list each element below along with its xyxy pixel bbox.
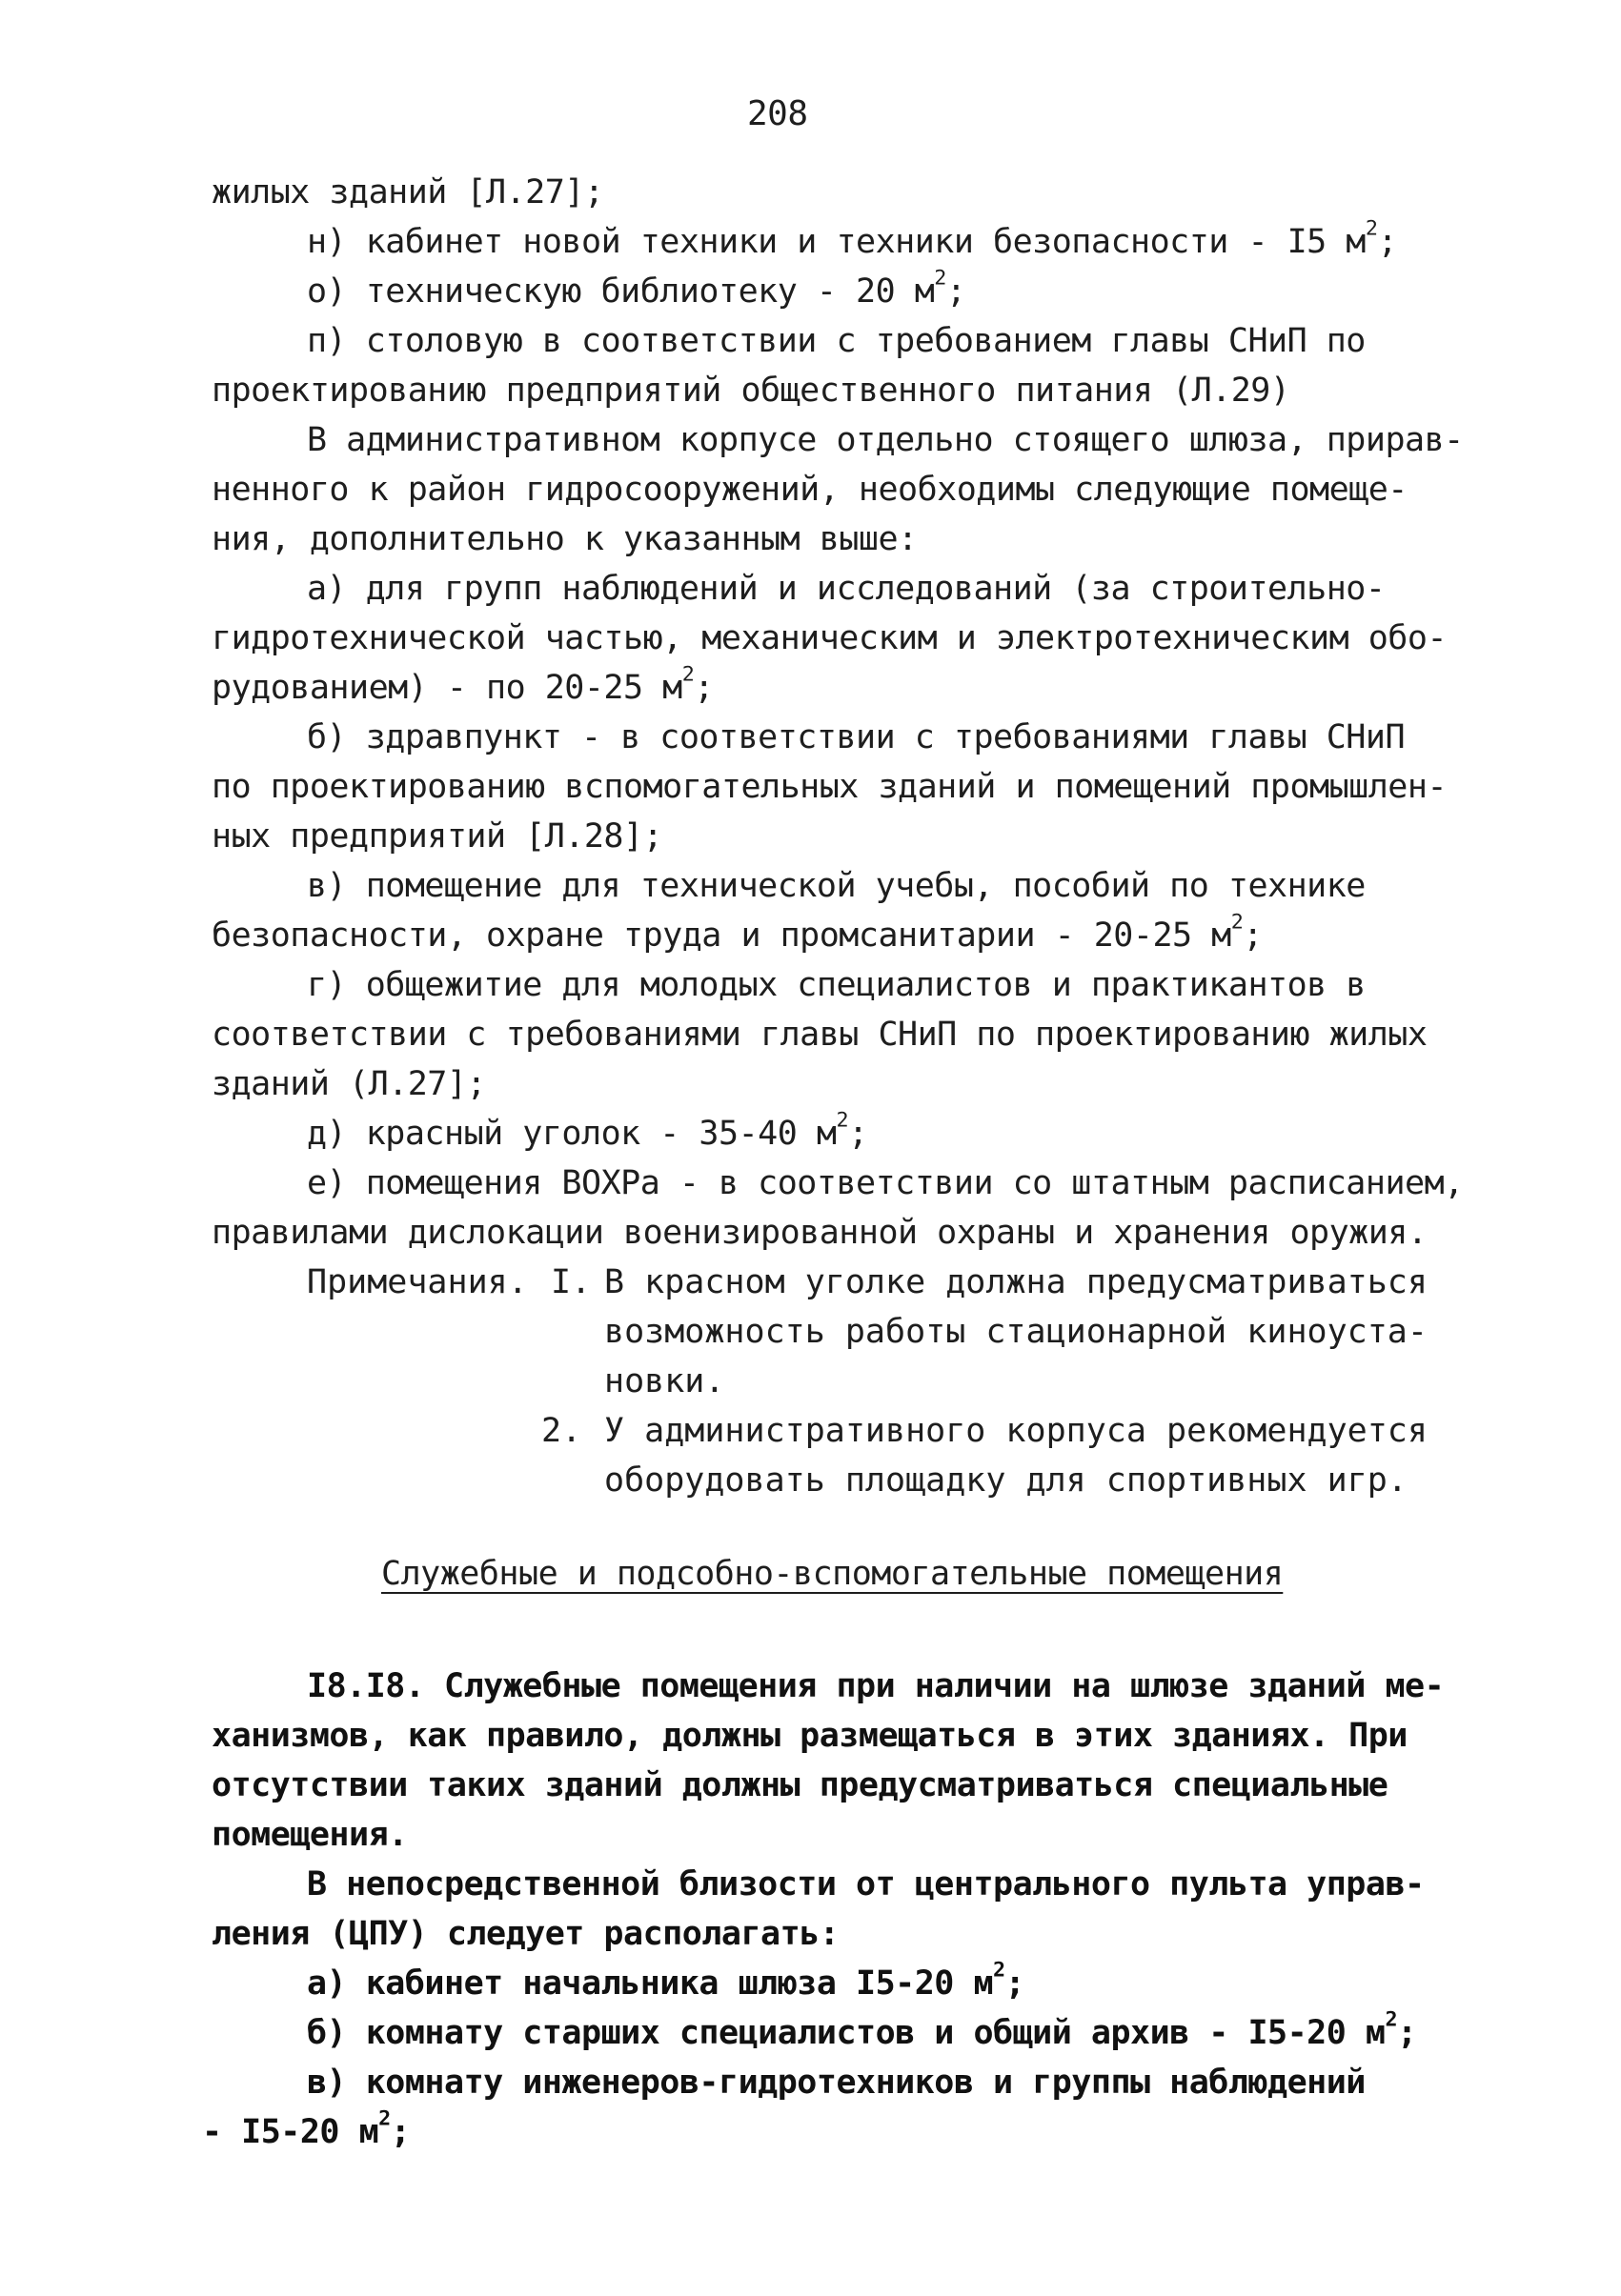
text-line: ных предприятий [Л.28]; [212, 817, 663, 856]
paragraph-line: В административном корпусе отдельно стоящего шлюза, прирав- [307, 421, 1464, 459]
text-line: жилых зданий [Л.27]; [212, 173, 604, 211]
list-item-d: д) красный уголок - 35-40 $м^2$; [307, 1108, 868, 1153]
list-item-g: г) общежитие для молодых специалистов и практикантов в [307, 966, 1366, 1004]
list-item-p: п) столовую в соответствии с требованием главы СНиП по [307, 322, 1366, 360]
note-text: В красном уголке должна предусматриваться [604, 1263, 1428, 1301]
list-item-n: н) кабинет новой техники и техники безопасности - I5 $м^2$; [307, 216, 1398, 261]
note-text: возможность работы стационарной киноуста- [604, 1313, 1428, 1351]
text-line: помещения. [212, 1816, 408, 1854]
text-line: - I5-20 $м^2$; [202, 2106, 411, 2151]
text-line: проектированию предприятий общественного питания (Л.29) [212, 372, 1290, 410]
text-line: гидротехнической частью, механическим и электротехническим обо- [212, 619, 1448, 657]
note-text: оборудовать площадку для спортивных игр. [604, 1461, 1408, 1500]
text-line: по проектированию вспомогательных зданий и помещений промышлен- [212, 768, 1448, 806]
list-item-b: б) комнату старших специалистов и общий архив - I5-20 $м^2$; [307, 2007, 1417, 2052]
list-item-e: е) помещения ВОХРа - в соответствии со штатным расписанием, [307, 1164, 1464, 1202]
text-line: ханизмов, как правило, должны размещаться в этих зданиях. При [212, 1717, 1408, 1755]
text-line: отсутствии таких зданий должны предусматриваться специальные [212, 1766, 1388, 1804]
text-line: соответствии с требованиями главы СНиП по проектированию жилых [212, 1016, 1428, 1054]
list-item-v: в) помещение для технической учебы, пособий по технике [307, 867, 1366, 905]
text-line: ненного к район гидросооружений, необходимы следующие помеще- [212, 471, 1408, 509]
section-title: Служебные и подсобно-вспомогательные помещения [381, 1555, 1284, 1593]
list-item-a: а) кабинет начальника шлюза I5-20 $м^2$; [307, 1958, 1025, 2003]
list-item-b: б) здравпункт - в соответствии с требованиями главы СНиП [307, 718, 1406, 756]
notes-label: Примечания. [307, 1263, 528, 1301]
note-text: У административного корпуса рекомендуется [604, 1412, 1428, 1450]
list-item-o: о) техническую библиотеку - 20 $м^2$; [307, 266, 966, 311]
text-line: ления (ЦПУ) следует располагать: [212, 1915, 840, 1953]
page-number: 208 [747, 94, 808, 133]
note-text: новки. [604, 1362, 725, 1400]
list-item-a: а) для групп наблюдений и исследований (за строительно- [307, 570, 1386, 608]
text-line: ния, дополнительно к указанным выше: [212, 520, 918, 558]
text-line: зданий (Л.27]; [212, 1065, 487, 1103]
text-line: правилами дислокации военизированной охраны и хранения оружия. [212, 1214, 1428, 1252]
note-number: I. [551, 1263, 592, 1301]
list-item-v: в) комнату инженеров-гидротехников и группы наблюдений [307, 2064, 1366, 2102]
text-line: безопасности, охране труда и промсанитарии - 20-25 $м^2$; [212, 910, 1263, 955]
text-line: рудованием) - по 20-25 $м^2$; [212, 662, 714, 707]
paragraph-line: I8.I8. Служебные помещения при наличии на шлюзе зданий ме- [307, 1667, 1445, 1705]
paragraph-line: В непосредственной близости от центрального пульта управ- [307, 1865, 1425, 1903]
note-number: 2. [541, 1412, 582, 1450]
